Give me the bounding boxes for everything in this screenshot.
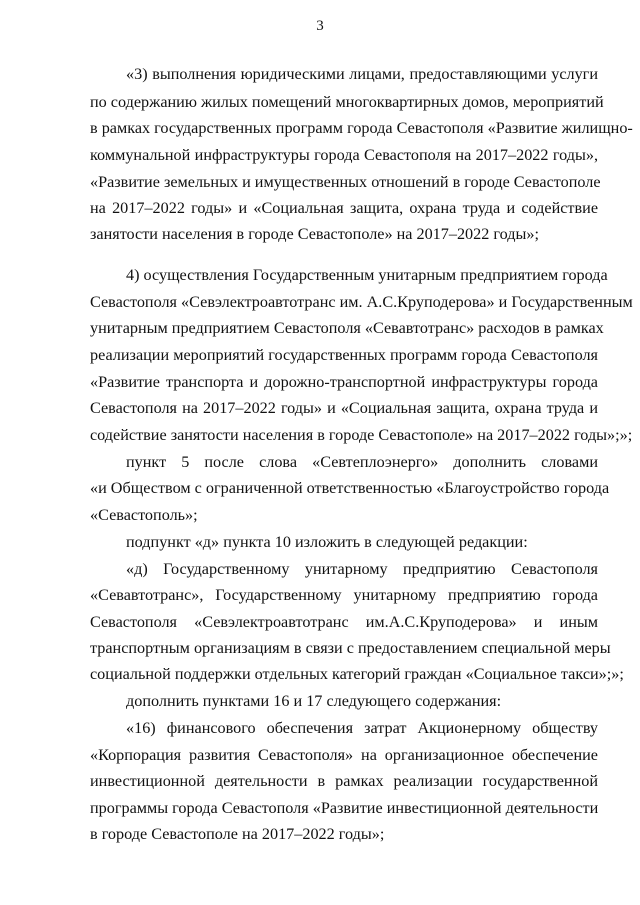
text-line: на 2017–2022 годы» и «Социальная защита, охрана труда и содействие [90,199,598,217]
page-number: 3 [316,18,324,34]
text-line: Севастополя «Севэлектроавтотранс им. А.С.Круподерова» и Государственным [90,293,633,311]
text-line: дополнить пунктами 16 и 17 следующего содержания: [126,692,502,710]
text-line: в городе Севастополе на 2017–2022 годы»; [90,825,385,843]
text-line: Севастополя «Севэлектроавтотранс им.А.С.Круподерова» и иным [90,613,598,631]
text-line: «Развитие земельных и имущественных отношений в городе Севастополе [90,173,601,191]
text-line: подпункт «д» пункта 10 изложить в следующей редакции: [126,533,528,551]
text-line: «и Обществом с ограниченной ответственностью «Благоустройство города [90,479,610,497]
text-line: «Развитие транспорта и дорожно-транспортной инфраструктуры города [90,373,598,391]
text-line: в рамках государственных программ города Севастополя «Развитие жилищно- [90,119,633,137]
text-line: инвестиционной деятельности в рамках реализации государственной [90,772,598,790]
text-line: «16) финансового обеспечения затрат Акционерному обществу [126,719,598,737]
text-line: унитарным предприятием Севастополя «Севавтотранс» расходов в рамках [90,319,604,337]
text-line: «Корпорация развития Севастополя» на организационное обеспечение [90,746,598,764]
text-line: коммунальной инфраструктуры города Севастополя на 2017–2022 годы», [90,146,598,164]
text-line: «д) Государственному унитарному предприятию Севастополя [126,560,598,578]
text-line: по содержанию жилых помещений многоквартирных домов, мероприятий [90,93,604,111]
text-line: социальной поддержки отдельных категорий граждан «Социальное такси»;»; [90,665,624,683]
text-line: «Севавтотранс», Государственному унитарному предприятию города [90,586,598,604]
text-line: «Севастополь»; [90,506,198,524]
text-line: пункт 5 после слова «Севтеплоэнерго» дополнить словами [126,453,598,471]
text-line: транспортным организациям в связи с предоставлением специальной меры [90,639,611,657]
text-line: Севастополя на 2017–2022 годы» и «Социальная защита, охрана труда и [90,399,598,417]
text-line: программы города Севастополя «Развитие инвестиционной деятельности [90,799,599,817]
text-line: содействие занятости населения в городе Севастополе» на 2017–2022 годы»;»; [90,426,633,444]
text-line: «3) выполнения юридическими лицами, предоставляющими услуги [126,65,598,83]
text-line: 4) осуществления Государственным унитарным предприятием города [126,266,608,284]
text-line: реализации мероприятий государственных программ города Севастополя [90,346,598,364]
text-line: занятости населения в городе Севастополе» на 2017–2022 годы»; [90,225,539,243]
